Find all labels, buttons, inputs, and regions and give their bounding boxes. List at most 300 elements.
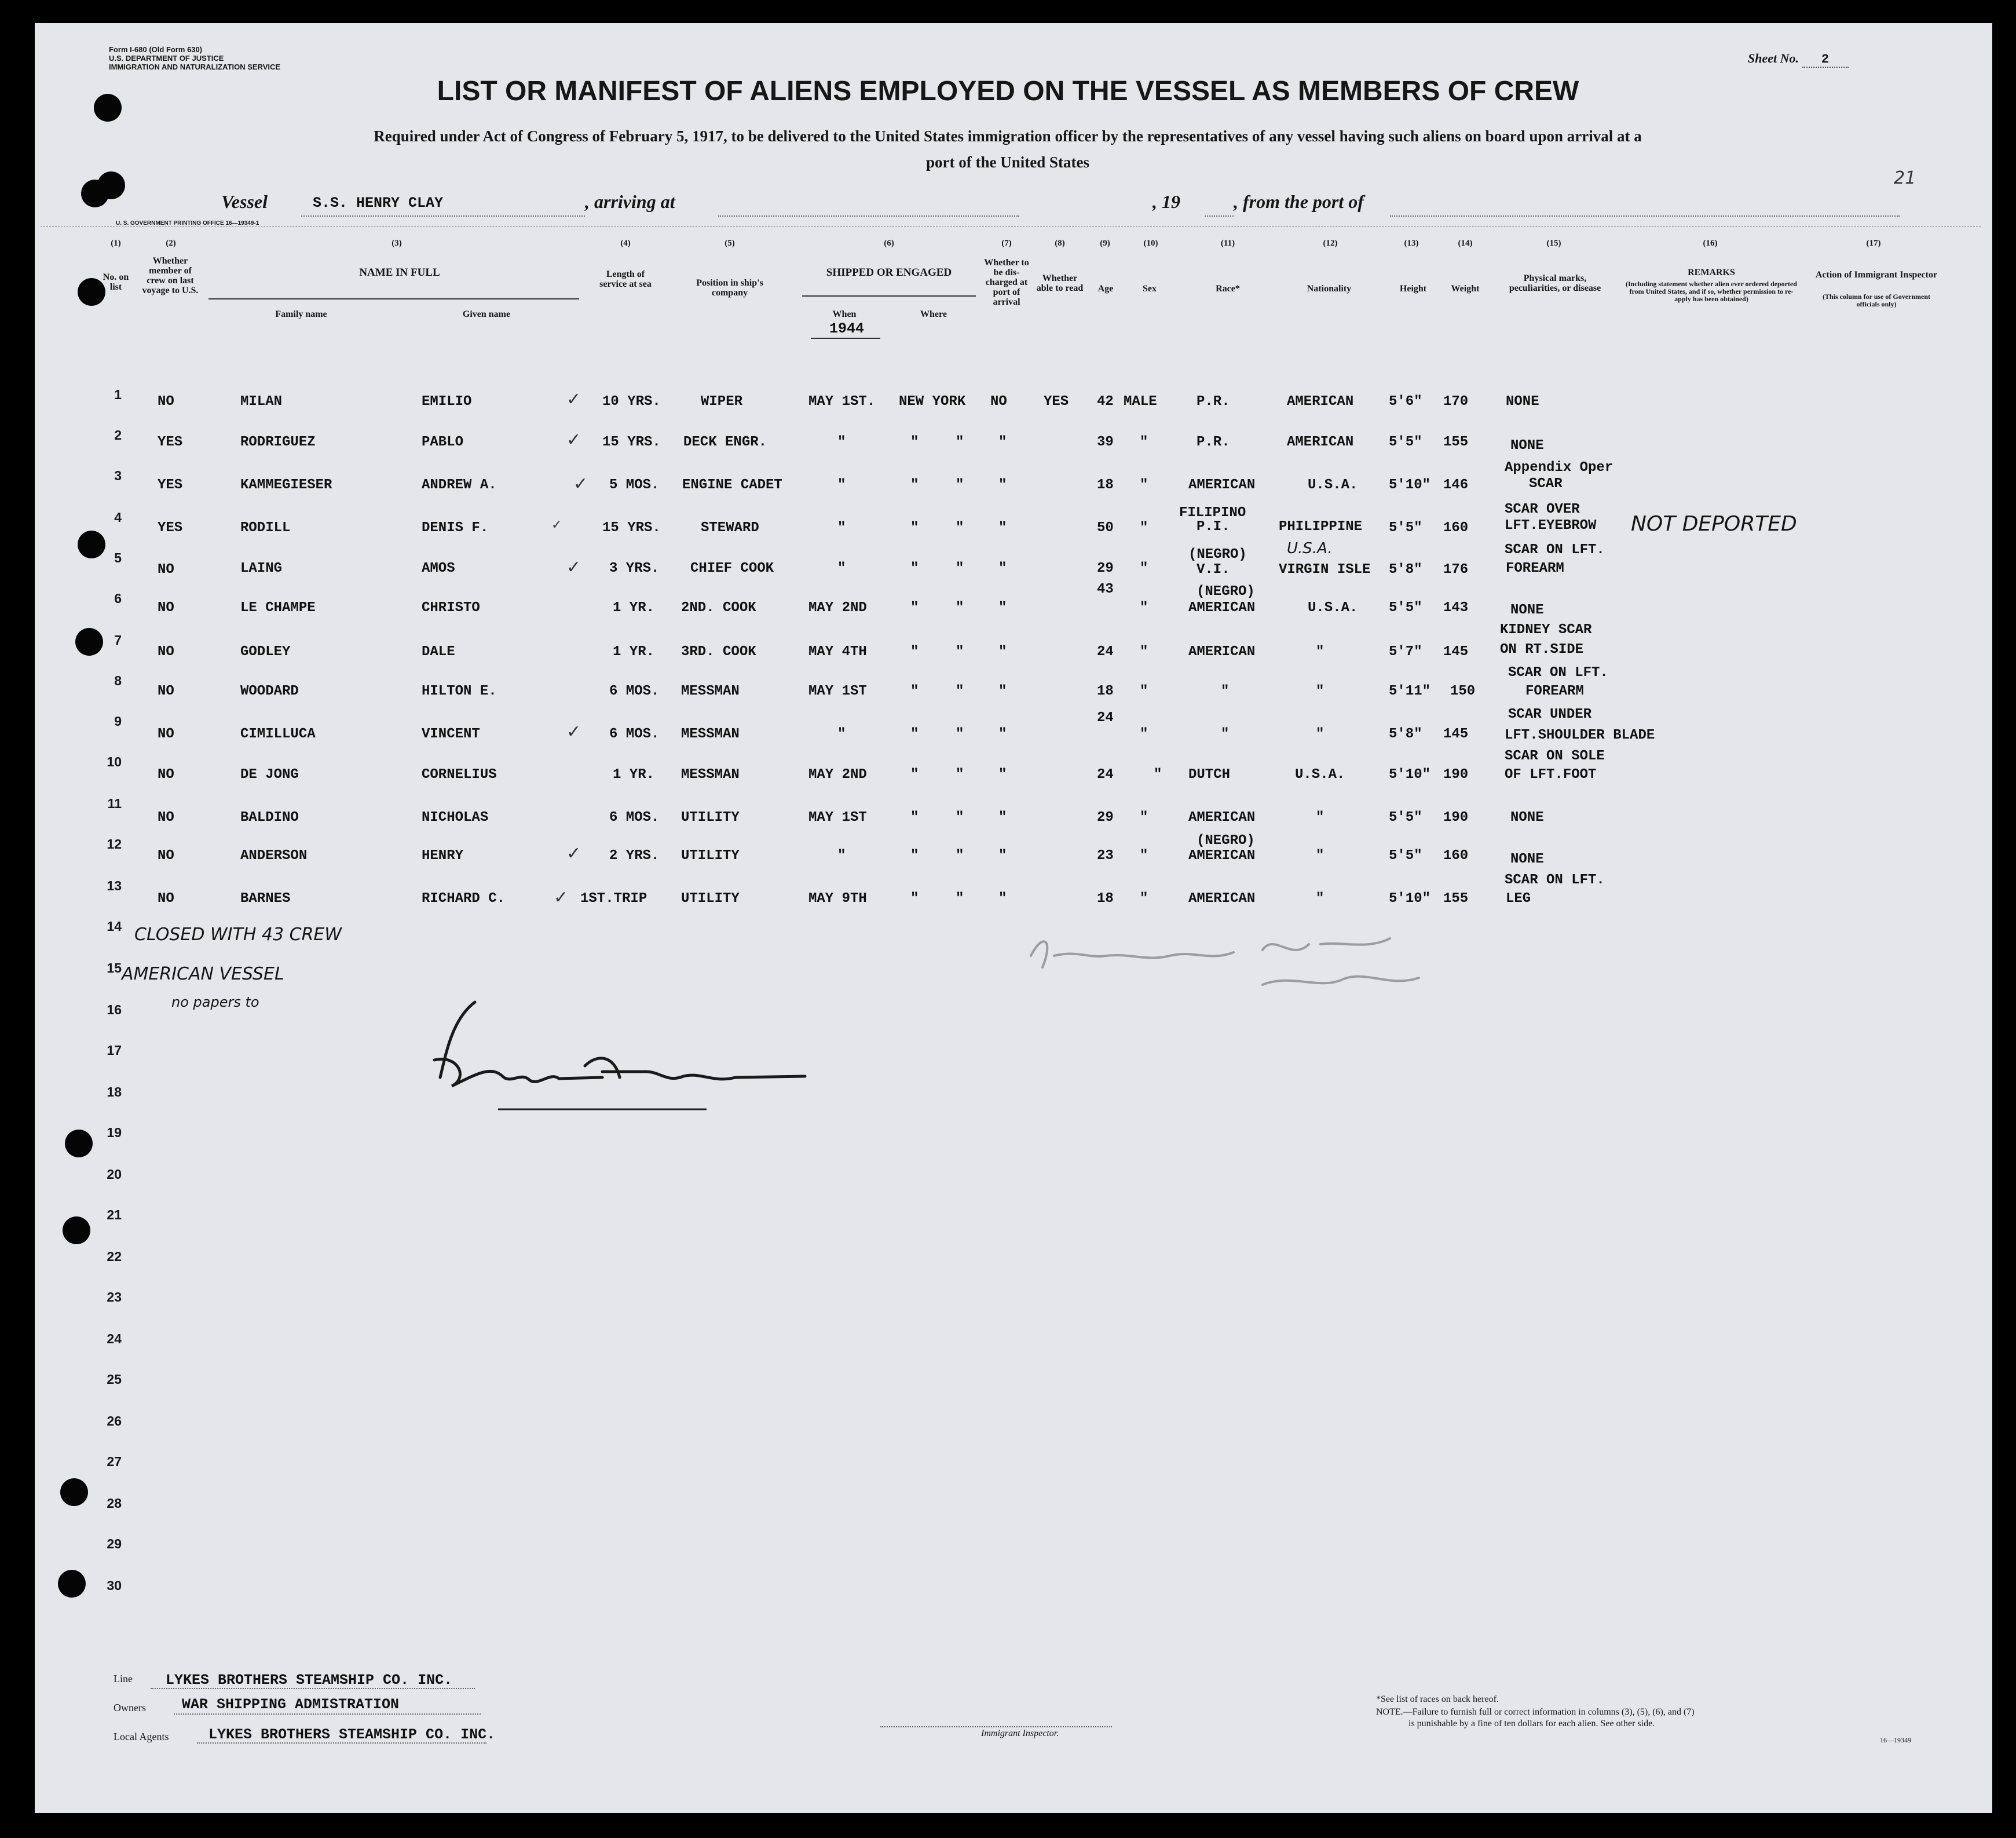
row-number: 17 (107, 1043, 122, 1058)
remark-not-deported: NOT DEPORTED (1631, 512, 1797, 536)
cell-read: " (998, 891, 1007, 907)
cell-family-name: WOODARD (240, 684, 299, 699)
cell-position: MESSMAN (681, 726, 740, 742)
cell-read: YES (1044, 394, 1069, 410)
cell-discharged: " (956, 600, 964, 616)
cell-family-name: DE JONG (240, 767, 299, 783)
cell-position: UTILITY (681, 848, 740, 864)
cell-age: 24 (1097, 710, 1114, 726)
cell-given-name: CORNELIUS (422, 767, 497, 783)
cell-race-note: (NEGRO) (1188, 547, 1247, 562)
cell-position: 2ND. COOK (681, 600, 756, 616)
row-number: 26 (107, 1413, 122, 1428)
cell-when: MAY 1ST (808, 684, 867, 699)
cell-when: MAY 4TH (808, 644, 867, 660)
year-label: , 19 (1152, 191, 1180, 212)
owners-value: WAR SHIPPING ADMISTRATION (182, 1696, 400, 1713)
cell-when: MAY 1ST. (808, 394, 876, 410)
cell-weight: 146 (1443, 477, 1469, 493)
cell-weight: 145 (1443, 644, 1469, 660)
col-num-16: (16) (1703, 239, 1718, 248)
cell-sex: " (1140, 684, 1148, 699)
col-header-discharged: Whether to be dis-charged at port of arrival (984, 258, 1029, 307)
cell-marks: Appendix Oper (1505, 460, 1613, 476)
row-number: 6 (114, 591, 122, 606)
cell-nationality: U.S.A. (1295, 767, 1345, 783)
failure-note-2: is punishable by a fine of ten dollars for each alien. See other side. (1408, 1719, 1655, 1729)
cell-given-name: PABLO (422, 434, 464, 450)
cell-where: " (910, 810, 919, 825)
cell-given-name: DALE (422, 644, 455, 660)
cell-discharged: " (956, 810, 964, 825)
check-mark-icon: ✓ (566, 389, 581, 410)
cell-marks: SCAR UNDER (1508, 707, 1592, 722)
printing-office: U. S. GOVERNMENT PRINTING OFFICE 16—19349-1 (116, 220, 259, 226)
cell-weight: 176 (1443, 562, 1469, 578)
cell-age: 24 (1097, 767, 1114, 783)
col-header-age: Age (1097, 284, 1114, 294)
row-number: 15 (107, 960, 122, 975)
cell-where: " (910, 891, 919, 907)
col-header-last-voyage: Whether member of crew on last voyage to U.S. (142, 256, 199, 295)
cell-where: NEW YORK (899, 394, 966, 410)
cell-discharged: " (956, 434, 964, 450)
row-number: 16 (107, 1002, 122, 1017)
cell-read: " (998, 644, 1007, 660)
col-num-2: (2) (166, 239, 176, 248)
cell-last-voyage: NO (158, 684, 174, 699)
row-number: 21 (107, 1207, 122, 1222)
cell-when: MAY 2ND (808, 767, 867, 783)
owners-label: Owners (114, 1702, 146, 1713)
row-number: 20 (107, 1167, 122, 1182)
cell-given-name: HILTON E. (422, 684, 497, 699)
cell-given-name: NICHOLAS (422, 810, 489, 825)
cell-weight: 190 (1443, 767, 1469, 783)
handwritten-closed-note: CLOSED WITH 43 CREW (134, 925, 342, 945)
cell-last-voyage: YES (158, 434, 183, 450)
cell-marks-line-2: FOREARM (1506, 561, 1564, 576)
cell-given-name: CHRISTO (422, 600, 480, 616)
row-number: 30 (107, 1578, 122, 1593)
subtitle-line-2: port of the United States (926, 154, 1089, 171)
col-header-nationality: Nationality (1307, 284, 1352, 294)
check-mark-icon: ✓ (566, 557, 581, 578)
cell-weight: 160 (1443, 520, 1469, 536)
cell-discharged: " (956, 891, 964, 907)
cell-sex: " (1140, 848, 1148, 864)
cell-position: 3RD. COOK (681, 644, 756, 660)
cell-weight: 143 (1443, 600, 1469, 616)
col-header-remarks: REMARKS (1688, 268, 1735, 277)
cell-race: " (1221, 684, 1230, 699)
page-title: LIST OR MANIFEST OF ALIENS EMPLOYED ON THE VESSEL AS MEMBERS OF CREW (437, 76, 1579, 107)
cell-position: CHIEF COOK (690, 561, 774, 576)
vessel-name: S.S. HENRY CLAY (313, 195, 444, 211)
cell-height: 5'6" (1389, 394, 1422, 410)
cell-service: 5 MOS. (609, 477, 660, 493)
cell-nationality-note: U.S.A. (1287, 540, 1333, 557)
inspector-label: Immigrant Inspector. (981, 1729, 1059, 1738)
col-header-sex: Sex (1143, 284, 1157, 294)
col-header-able-to-read: Whether able to read (1036, 273, 1084, 293)
handwritten-note-line: no papers to (171, 994, 259, 1010)
cell-position: MESSMAN (681, 767, 740, 783)
cell-sex: " (1140, 810, 1148, 825)
cell-height: 5'11" (1389, 684, 1431, 699)
col-num-11: (11) (1220, 239, 1235, 248)
col-header-when: When (832, 309, 857, 319)
service-name: IMMIGRATION AND NATURALIZATION SERVICE (109, 63, 281, 71)
cell-service: 1 YR. (613, 644, 655, 660)
cell-age: 29 (1097, 561, 1114, 576)
cell-read: " (998, 726, 1007, 742)
cell-when: " (837, 477, 846, 493)
cell-last-voyage: NO (158, 644, 174, 660)
cell-last-voyage: NO (158, 848, 174, 864)
col-num-15: (15) (1546, 239, 1561, 248)
cell-where: " (910, 434, 919, 450)
cell-discharged: " (956, 644, 964, 660)
cell-given-name: AMOS (422, 561, 455, 576)
cell-family-name: RODILL (240, 520, 291, 536)
row-number: 2 (114, 427, 122, 443)
col-num-3: (3) (392, 239, 402, 248)
cell-nationality: " (1316, 848, 1325, 864)
row-number: 12 (107, 836, 122, 852)
cell-position: MESSMAN (681, 684, 740, 699)
row-number: 19 (107, 1125, 122, 1140)
cell-nationality: AMERICAN (1287, 434, 1354, 450)
row-number: 22 (107, 1249, 122, 1264)
col-header-name: NAME IN FULL (359, 266, 440, 279)
col-num-1: (1) (111, 239, 121, 248)
cell-last-voyage: NO (158, 726, 174, 742)
punch-hole (97, 171, 125, 199)
cell-service: 6 MOS. (609, 684, 660, 699)
col-num-12: (12) (1323, 239, 1338, 248)
cell-nationality: " (1316, 726, 1325, 742)
cell-read: " (998, 810, 1007, 825)
shipped-year: 1944 (829, 320, 865, 337)
col-num-13: (13) (1404, 239, 1419, 248)
col-num-6: (6) (884, 239, 894, 248)
cell-when: " (837, 726, 846, 742)
cell-family-name: RODRIGUEZ (240, 434, 316, 450)
cell-where: " (910, 477, 919, 493)
cell-marks: KIDNEY SCAR (1500, 622, 1592, 638)
cell-sex: " (1140, 891, 1148, 907)
row-number: 1 (114, 387, 122, 402)
col-header-where: Where (920, 309, 947, 319)
cell-height: 5'8" (1389, 562, 1422, 578)
punch-hole (60, 1478, 88, 1506)
vessel-label: Vessel (221, 191, 268, 212)
cell-service: 6 MOS. (609, 726, 660, 742)
col-num-14: (14) (1458, 239, 1473, 248)
row-number: 7 (114, 633, 122, 648)
cell-last-voyage: YES (158, 520, 183, 536)
cell-service: 1 YR. (613, 600, 655, 616)
row-number: 27 (107, 1454, 122, 1469)
arriving-at-label: , arriving at (585, 191, 675, 212)
cell-family-name: LE CHAMPE (240, 600, 316, 616)
cell-height: 5'7" (1389, 644, 1422, 660)
cell-position: UTILITY (681, 810, 740, 825)
cell-sex: " (1154, 767, 1162, 783)
cell-last-voyage: NO (158, 891, 174, 907)
cell-marks: SCAR ON SOLE (1505, 748, 1605, 764)
cell-read: " (998, 767, 1007, 783)
cell-read: " (998, 477, 1007, 493)
cell-height: 5'5" (1389, 520, 1422, 536)
cell-last-voyage: NO (158, 562, 174, 578)
cell-race-note: (NEGRO) (1197, 584, 1255, 600)
cell-family-name: LAING (240, 561, 283, 576)
cell-family-name: MILAN (240, 394, 283, 410)
col-header-weight: Weight (1451, 284, 1480, 294)
cell-discharged: NO (990, 394, 1007, 410)
cell-where: " (910, 520, 919, 536)
cell-height: 5'5" (1389, 434, 1422, 450)
cell-when: MAY 2ND (808, 600, 867, 616)
col-header-race: Race* (1216, 284, 1240, 294)
cell-where: " (910, 561, 919, 576)
cell-discharged: " (956, 726, 964, 742)
cell-given-name: HENRY (422, 848, 464, 864)
cell-sex: MALE (1124, 394, 1157, 410)
cell-weight: 160 (1443, 848, 1469, 864)
cell-race: P.I. (1197, 519, 1230, 535)
cell-where: " (910, 767, 919, 783)
inspector-signature (411, 985, 828, 1135)
cell-marks-line-2: LEG (1506, 891, 1531, 907)
row-number: 3 (114, 468, 122, 483)
row-number: 29 (107, 1536, 122, 1551)
punch-hole (58, 1570, 86, 1598)
cell-height: 5'10" (1389, 767, 1431, 783)
col-num-4: (4) (620, 239, 631, 248)
cell-nationality: " (1316, 644, 1325, 660)
races-note: *See list of races on back hereof. (1376, 1694, 1499, 1704)
row-number: 23 (107, 1289, 122, 1304)
row-number: 4 (114, 510, 122, 525)
cell-discharged: " (956, 520, 964, 536)
cell-nationality: U.S.A. (1308, 477, 1358, 493)
cell-marks: SCAR OVER (1505, 502, 1580, 517)
check-mark-icon: ✓ (566, 430, 581, 450)
cell-family-name: KAMMEGIESER (240, 477, 332, 493)
cell-last-voyage: NO (158, 767, 174, 783)
cell-family-name: BARNES (240, 891, 291, 907)
col-header-shipped: SHIPPED OR ENGAGED (826, 266, 952, 279)
cell-weight: 190 (1443, 810, 1469, 825)
agents-label: Local Agents (114, 1731, 169, 1742)
cell-where: " (910, 644, 919, 660)
cell-height: 5'8" (1389, 726, 1422, 742)
line-label: Line (114, 1673, 133, 1684)
cell-discharged: " (956, 561, 964, 576)
row-number: 24 (107, 1331, 122, 1346)
cell-marks: SCAR ON LFT. (1505, 872, 1605, 888)
row-number: 28 (107, 1496, 122, 1511)
cell-when: MAY 9TH (808, 891, 867, 907)
cell-age: 43 (1097, 582, 1114, 597)
corner-mark: 21 (1894, 168, 1916, 188)
cell-given-name: ANDREW A. (422, 477, 497, 493)
cell-sex: " (1140, 644, 1148, 660)
check-mark-icon: ✓ (573, 474, 588, 494)
check-mark-icon: ✓ (554, 887, 569, 908)
cell-race: V.I. (1197, 562, 1230, 578)
cell-nationality: " (1316, 891, 1325, 907)
cell-nationality: VIRGIN ISLE (1279, 562, 1371, 578)
cell-service: 1 YR. (613, 767, 655, 783)
cell-weight: 155 (1443, 434, 1469, 450)
row-number: 8 (114, 673, 122, 688)
cell-marks: SCAR ON LFT. (1508, 665, 1608, 681)
cell-weight: 145 (1443, 726, 1469, 742)
remarks-note: (Including statement whether alien ever ordered deported from United States, and if so, whether permission to re-apply has been obtained) (1626, 280, 1797, 303)
col-num-10: (10) (1143, 239, 1158, 248)
cell-age: 39 (1097, 434, 1114, 450)
cell-discharged: " (956, 684, 964, 699)
cell-height: 5'5" (1389, 848, 1422, 864)
row-number: 13 (107, 878, 122, 893)
master-signature (1019, 915, 1494, 1002)
form-code: 16—19349 (1880, 1736, 1911, 1744)
cell-marks-line-2: ON RT.SIDE (1500, 642, 1584, 657)
cell-age: 29 (1097, 810, 1114, 825)
cell-last-voyage: NO (158, 810, 174, 825)
cell-given-name: DENIS F. (422, 520, 489, 536)
cell-height: 5'5" (1389, 810, 1422, 825)
cell-when: " (837, 520, 846, 536)
cell-race: AMERICAN (1188, 644, 1256, 660)
cell-height: 5'10" (1389, 891, 1431, 907)
line-value: LYKES BROTHERS STEAMSHIP CO. INC. (166, 1672, 453, 1689)
cell-service: 15 YRS. (602, 434, 661, 450)
cell-nationality: AMERICAN (1287, 394, 1354, 410)
sheet-number: Sheet No. 2 (1748, 51, 1849, 68)
cell-service: 6 MOS. (609, 810, 660, 825)
cell-given-name: EMILIO (422, 394, 472, 410)
cell-sex: " (1140, 434, 1148, 450)
cell-family-name: ANDERSON (240, 848, 308, 864)
cell-age: 24 (1097, 644, 1114, 660)
cell-age: 18 (1097, 684, 1114, 699)
cell-nationality: PHILIPPINE (1279, 519, 1363, 535)
cell-age: 18 (1097, 477, 1114, 493)
cell-when: MAY 1ST (808, 810, 867, 825)
cell-sex: " (1140, 726, 1148, 742)
cell-sex: " (1140, 600, 1148, 616)
col-num-5: (5) (725, 239, 735, 248)
cell-read: " (998, 561, 1007, 576)
cell-read: " (998, 848, 1007, 864)
cell-race: DUTCH (1188, 767, 1231, 783)
department: U.S. DEPARTMENT OF JUSTICE (109, 54, 224, 63)
cell-sex: " (1140, 520, 1148, 536)
cell-given-name: VINCENT (422, 726, 480, 742)
cell-service: 3 YRS. (609, 561, 660, 576)
form-number: Form I-680 (Old Form 630) (109, 45, 203, 54)
col-header-length-service: Length of service at sea (599, 269, 652, 289)
cell-discharged: " (956, 767, 964, 783)
cell-race: AMERICAN (1188, 477, 1256, 493)
cell-position: WIPER (701, 394, 743, 410)
col-num-8: (8) (1055, 239, 1065, 248)
cell-last-voyage: NO (158, 394, 174, 410)
cell-when: " (837, 434, 846, 450)
col-header-no-on-list: No. on list (103, 272, 129, 292)
cell-where: " (910, 726, 919, 742)
cell-sex: " (1140, 477, 1148, 493)
cell-weight: 155 (1443, 891, 1469, 907)
col-num-9: (9) (1100, 239, 1110, 248)
cell-marks: NONE (1510, 602, 1544, 618)
cell-marks-line-2: OF LFT.FOOT (1505, 767, 1597, 783)
cell-service: 15 YRS. (602, 520, 661, 536)
subtitle-line-1: Required under Act of Congress of February 5, 1917, to be delivered to the United States immigration officer by the representatives of any vessel having such aliens on board upon arrival at a (374, 127, 1642, 145)
cell-where: " (910, 684, 919, 699)
cell-marks: NONE (1510, 810, 1544, 825)
col-header-inspector-action: Action of Immigrant Inspector (1815, 270, 1938, 280)
cell-discharged: " (956, 477, 964, 493)
cell-age: 23 (1097, 848, 1114, 864)
cell-position: STEWARD (701, 520, 759, 536)
cell-family-name: GODLEY (240, 644, 291, 660)
cell-weight: 150 (1450, 684, 1476, 699)
cell-race-note: FILIPINO (1179, 505, 1246, 521)
col-header-position: Position in ship's company (696, 278, 763, 298)
cell-race: AMERICAN (1188, 810, 1256, 825)
cell-service: 1ST.TRIP (580, 891, 647, 907)
cell-height: 5'5" (1389, 600, 1422, 616)
cell-position: ENGINE CADET (682, 477, 782, 493)
check-mark-icon: ✓ (566, 843, 581, 864)
punch-hole (63, 1216, 90, 1244)
col-header-height: Height (1399, 284, 1427, 294)
cell-race: P.R. (1197, 394, 1230, 410)
cell-marks: SCAR ON LFT. (1505, 542, 1605, 558)
row-number: 11 (107, 796, 122, 811)
row-number: 5 (114, 550, 122, 565)
check-mark-icon: ✓ (551, 518, 562, 532)
cell-marks-line-2: FOREARM (1525, 684, 1584, 699)
cell-read: " (998, 684, 1007, 699)
inspector-note: (This column for use of Government officials only) (1822, 293, 1931, 308)
cell-when: " (837, 848, 846, 864)
col-header-family-name: Family name (275, 309, 327, 319)
cell-race: P.R. (1197, 434, 1230, 450)
failure-note-1: NOTE.—Failure to furnish full or correct information in columns (3), (5), (6), and (7) (1376, 1707, 1695, 1717)
row-number: 10 (107, 754, 122, 769)
cell-position: UTILITY (681, 891, 740, 907)
col-header-given-name: Given name (462, 309, 511, 319)
check-mark-icon: ✓ (566, 722, 581, 742)
cell-given-name: RICHARD C. (422, 891, 506, 907)
cell-read: " (998, 434, 1007, 450)
from-port-label: , from the port of (1234, 191, 1364, 212)
agents-value: LYKES BROTHERS STEAMSHIP CO. INC. (208, 1726, 496, 1743)
cell-marks-line-2: LFT.SHOULDER BLADE (1505, 728, 1655, 743)
cell-age: 50 (1097, 520, 1114, 536)
row-number: 14 (107, 919, 122, 934)
cell-when: " (837, 561, 846, 576)
cell-nationality: U.S.A. (1308, 600, 1358, 616)
row-number: 9 (114, 714, 122, 729)
